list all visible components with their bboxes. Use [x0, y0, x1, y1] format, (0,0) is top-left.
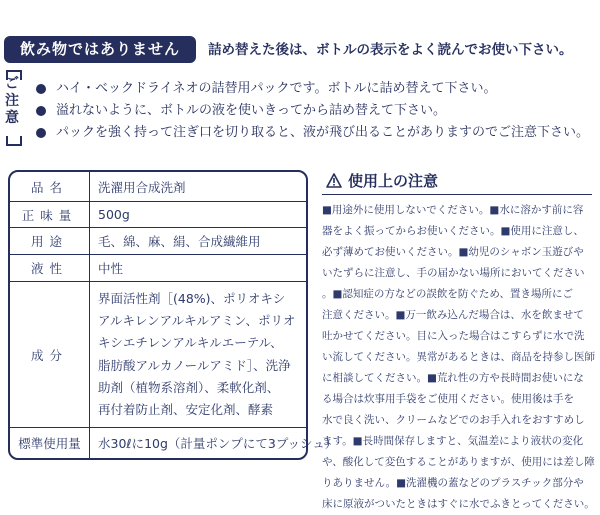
spec-label: 標準使用量 [10, 428, 90, 458]
spec-label: 正味量 [10, 202, 90, 227]
spec-row-usage [10, 228, 306, 255]
ingredient-line: キシエチレンアルキルエーテル、 [98, 335, 283, 351]
spec-value: 洗濯用合成洗剤 [98, 179, 186, 195]
caution-label [4, 76, 20, 127]
spec-label: 液性 [10, 255, 90, 281]
spec-row-liquid-property [10, 255, 306, 282]
ingredient-line: 脂肪酸アルカノールアミド］、洗浄 [98, 357, 291, 373]
caution-item [36, 122, 589, 144]
ingredient-line: 再付着防止剤、安定化剤、酵素 [98, 402, 274, 418]
spec-value: 中性 [98, 261, 124, 276]
bullet-icon [36, 84, 46, 94]
ingredient-line: 界面活性剤［(48%)、ポリオキシ [98, 290, 286, 306]
usage-line: 床に原液がついたときはすぐに水でふきとってください。 [322, 498, 595, 510]
ingredient-line: 助剤（植物系溶剤）、柔軟化剤、 [98, 379, 280, 395]
ingredient-line: アルキレンアルキルアミン、ポリオ [98, 312, 296, 328]
caution-item-text: パックを強く持って注ぎ口を切り取ると、液が飛び出ることがありますのでご注意下さい。 [56, 125, 590, 140]
usage-caution-title [326, 170, 438, 192]
usage-line: 。■認知症の方などの誤飲を防ぐため、置き場所にご [322, 288, 573, 300]
caution-item [36, 78, 589, 100]
caution-list [36, 78, 589, 144]
product-spec-table [8, 170, 338, 460]
not-a-drink-badge: 飲み物ではありません [4, 36, 196, 63]
spec-value: 毛、綿、麻、絹、合成繊維用 [98, 234, 261, 249]
usage-line: 注意ください。■万一飲み込んだ場合は、水を飲ませて [322, 309, 584, 321]
usage-title-divider [322, 194, 592, 195]
caution-label-char: 意 [5, 110, 19, 126]
usage-line: る場合は炊事用手袋をご使用ください。使用後は手を [322, 393, 574, 405]
spec-value: 500g [98, 207, 130, 222]
usage-line: や、酸化して変色することがありますが、使用には差し障 [322, 456, 595, 468]
bullet-icon [36, 106, 46, 116]
usage-line: 器をよく振ってからお使いください。■使用に注意し、 [322, 225, 584, 237]
caution-item [36, 100, 589, 122]
usage-line: に相談してください。■荒れ性の方や長時間お使いにな [322, 372, 584, 384]
usage-line: いたずらに注意し、手の届かない場所においてください [322, 267, 585, 279]
caution-item-text: 溢れないように、ボトルの液を使いきってから詰め替えて下さい。 [56, 103, 447, 118]
usage-line: ■用途外に使用しないでください。■水に溶かす前に容 [322, 204, 584, 216]
usage-line: ます。■長時間保存しますと、気温差により液状の変化 [322, 435, 584, 447]
usage-title-text: 使用上の注意 [348, 172, 439, 190]
spec-row-ingredients [10, 282, 306, 428]
usage-line: りありません。■洗濯機の蓋などのプラスチック部分や [322, 477, 584, 489]
usage-caution-body [322, 200, 594, 515]
spec-row-product-name [10, 172, 306, 202]
caution-item-text: ハイ・ベックドライネオの詰替用パックです。ボトルに詰め替えて下さい。 [56, 81, 497, 96]
usage-line: 必ず薄めてお使いください。■幼児のシャボン玉遊びや [322, 246, 584, 258]
spec-row-net-weight [10, 202, 306, 228]
spec-label: 成分 [10, 282, 90, 427]
usage-line: 吐かせてください。目に入った場合はこすらずに水で洗 [322, 330, 585, 342]
spec-label: 用途 [10, 228, 90, 254]
spec-value: 水30ℓに10g（計量ポンプにて3プッシュ） [98, 436, 338, 451]
spec-row-standard-amount [10, 428, 338, 458]
bullet-icon [36, 128, 46, 138]
caution-bracket-bottom [6, 136, 22, 146]
spec-label: 品名 [10, 172, 90, 201]
usage-line: 水で良く洗い、クリームなどでのお手入れをおすすめし [322, 414, 585, 426]
spec-value [98, 282, 302, 427]
usage-line: い流してください。異常があるときは、商品を持参し医師 [322, 351, 595, 363]
warning-triangle-icon [326, 173, 342, 192]
caution-label-char: ご [5, 76, 19, 92]
refill-read-label-note: 詰め替えた後は、ボトルの表示をよく読んでお使い下さい。 [208, 42, 573, 58]
caution-label-char: 注 [5, 93, 19, 109]
